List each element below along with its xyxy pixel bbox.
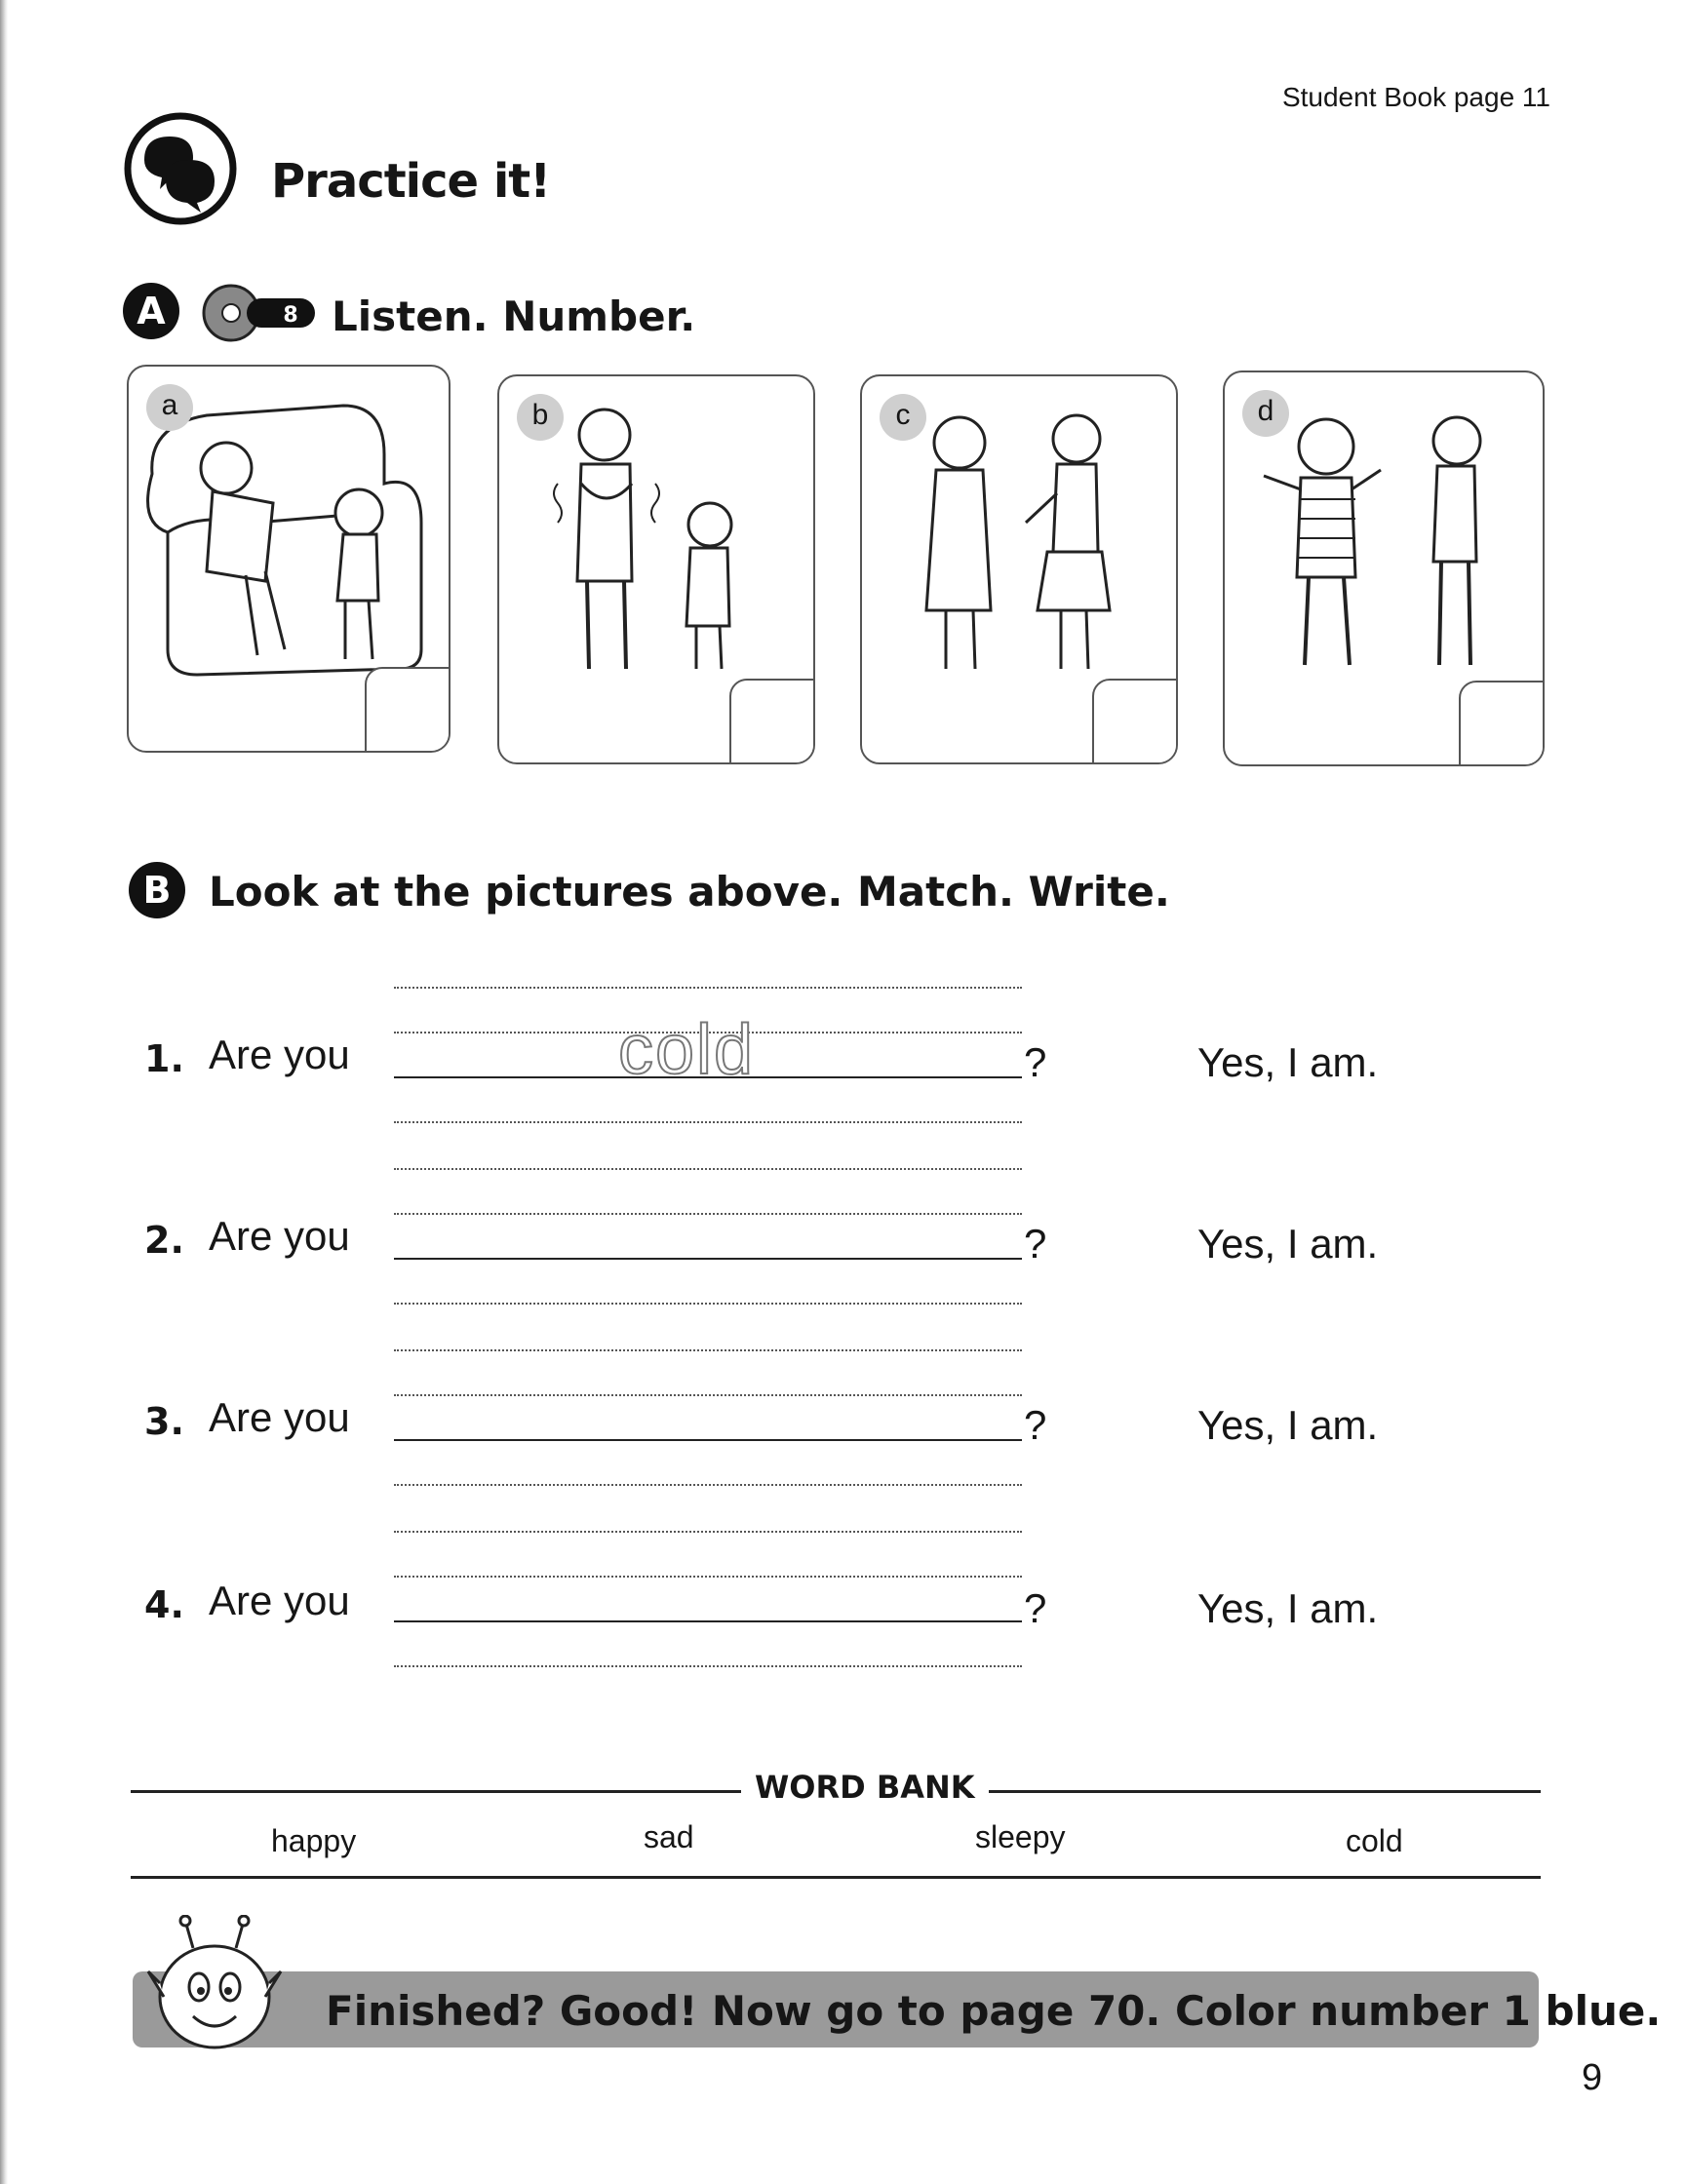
- guide-line-bottom: [394, 1121, 1022, 1123]
- picture-a-number-box[interactable]: [365, 667, 451, 753]
- section-b-instruction: Look at the pictures above. Match. Write.: [209, 868, 1170, 916]
- answer-line-2[interactable]: [394, 1258, 1022, 1260]
- picture-card-a: [127, 365, 451, 753]
- question-prompt: Are you: [209, 1578, 350, 1623]
- audio-cd-track-icon: [200, 283, 317, 343]
- finished-message: Finished? Good! Now go to page 70. Color number 1 blue.: [326, 1987, 1662, 2035]
- section-a-instruction: Listen. Number.: [332, 292, 696, 340]
- guide-line-bottom: [394, 1665, 1022, 1667]
- question-mark: ?: [1024, 1039, 1047, 1085]
- answer-line-3[interactable]: [394, 1439, 1022, 1441]
- picture-label-c: c: [880, 394, 926, 441]
- guide-line-mid: [394, 1213, 1022, 1215]
- guide-line-top: [394, 987, 1022, 989]
- alien-mascot-icon: [146, 1915, 283, 2051]
- question-prompt: Are you: [209, 1394, 350, 1440]
- section-a-badge: A: [123, 283, 179, 339]
- word-bank-bottom-rule: [131, 1876, 1541, 1879]
- picture-c-number-box[interactable]: [1092, 679, 1178, 764]
- picture-label-d: d: [1242, 390, 1289, 437]
- word-bank-word: cold: [1346, 1823, 1403, 1858]
- page-number: 9: [1582, 2057, 1603, 2098]
- section-b-badge: B: [129, 862, 185, 918]
- guide-line-top: [394, 1531, 1022, 1533]
- example-traced-word: cold: [618, 1011, 756, 1089]
- question-mark: ?: [1024, 1221, 1047, 1267]
- guide-line-bottom: [394, 1303, 1022, 1305]
- answer-text: Yes, I am.: [1197, 1221, 1379, 1267]
- track-number: 8: [283, 303, 298, 328]
- picture-label-a: a: [146, 384, 193, 431]
- picture-label-b: b: [517, 394, 564, 441]
- question-mark: ?: [1024, 1402, 1047, 1448]
- guide-line-bottom: [394, 1484, 1022, 1486]
- question-number: 3.: [144, 1400, 184, 1443]
- guide-line-mid: [394, 1576, 1022, 1578]
- answer-line-4[interactable]: [394, 1620, 1022, 1622]
- practice-speech-bubbles-icon: [123, 111, 238, 226]
- question-prompt: Are you: [209, 1213, 350, 1259]
- answer-text: Yes, I am.: [1197, 1402, 1379, 1448]
- section-title: Practice it!: [271, 154, 551, 209]
- question-mark: ?: [1024, 1585, 1047, 1631]
- word-bank-title: WORD BANK: [741, 1769, 989, 1806]
- picture-card-d: [1223, 370, 1545, 766]
- guide-line-mid: [394, 1394, 1022, 1396]
- question-number: 4.: [144, 1583, 184, 1626]
- word-bank-word: happy: [271, 1823, 357, 1858]
- question-prompt: Are you: [209, 1032, 350, 1077]
- guide-line-top: [394, 1168, 1022, 1170]
- word-bank-word: sleepy: [975, 1819, 1066, 1854]
- picture-card-c: [860, 374, 1178, 764]
- word-bank-word: sad: [644, 1819, 694, 1854]
- picture-d-number-box[interactable]: [1459, 681, 1545, 766]
- student-book-reference: Student Book page 11: [1281, 82, 1550, 112]
- page-edge-shadow: [0, 0, 8, 2184]
- answer-text: Yes, I am.: [1197, 1585, 1379, 1631]
- picture-card-b: [497, 374, 815, 764]
- question-number: 1.: [144, 1037, 184, 1080]
- answer-text: Yes, I am.: [1197, 1039, 1379, 1085]
- guide-line-top: [394, 1349, 1022, 1351]
- picture-b-number-box[interactable]: [729, 679, 815, 764]
- question-number: 2.: [144, 1219, 184, 1262]
